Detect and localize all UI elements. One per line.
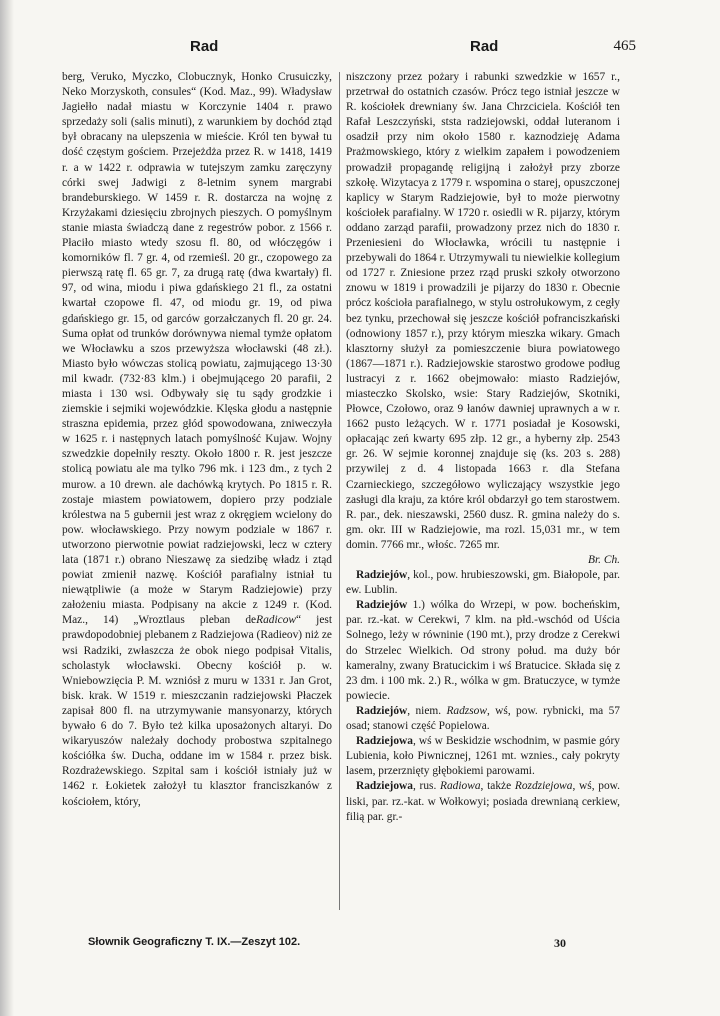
entry-radziejow-2 [346, 598, 620, 704]
footer-publication: Słownik Geograficzny T. IX.—Zeszyt 102. [88, 936, 301, 948]
footer-signature-number: 30 [554, 936, 566, 950]
entry-headword: Radziejowa [356, 735, 413, 748]
entry-variant-name: Rozdziejowa [514, 780, 573, 793]
page-footer [88, 936, 588, 954]
entry-text-mid: , także [480, 780, 515, 793]
column-divider [339, 72, 340, 910]
running-head-center: Rad [470, 38, 499, 55]
entry-headword: Radziejowa [356, 780, 413, 793]
right-continued-text [346, 70, 620, 568]
entry-german-name: Radzsow [446, 704, 487, 717]
entry-ruthenian-name: Radiowa [440, 780, 481, 793]
entry-headword: Radziejów [356, 704, 408, 717]
entry-radziejowa-1 [346, 734, 620, 779]
author-signature: Br. Ch. [588, 554, 620, 566]
running-head-left: Rad [190, 38, 219, 55]
entry-headword: Radziejów [356, 599, 408, 612]
entry-text: , wś, pow. rybnicki, ma 57 osad; stanowi część Popielowa. [346, 704, 620, 733]
right-column [346, 70, 620, 912]
entry-text-prefix: , rus. [412, 780, 441, 793]
left-paragraph-1: berg, Veruko, Myczko, Clobucznyk, Honko Crusuiczky, Neko Morzyskoth, consules“ (Kod. Maz., 99). Władysław Jagiełło nadał miastu w Korczynie 1404 r. prawo sprzedaży soli (salis minuti), z warunkiem by dochód ztąd był obracany na ulepszenia w mieście. Król ten bywał tu dość częstym gościem. Przejeżdża przez R. w 1418, 1419 r. a w 1422 r. odprawia w tutejszym zamku zaręczyny córki swej Jadwigi z 8-letnim synem margrabi brandeburskiego. W 1459 r. R. dostarcza na wojnę z Krzyżakami dziesięciu zbrojnych pieszych. O pomyślnym stanie miasta świadczą dane z regestrów pobor. z 1566 r. Płaciło miasto wtedy szosu fl. 80, od włóczęgów i komorników fl. 7 gr. 4, od rzemieśl. 20 gr., czopowego za pierwszą ratę fl. 65 gr. 7, za drugą ratę (dwa kwartały) fl. 97, od wina, miodu i piwa gdańskiego 21 fl., za ostatni kwartał czopowe fl. 47, od miodu gr. 19, od piwa gdańskiego gr. 15, od garców gorzałczanych fl. 20 gr. 24. Suma opłat od trunków dorównywa niemal tymże opłatom we Włocławku a szos przewyższa włocławski (48 zł.). Miasto było wówczas stolicą powiatu, zajmującego 13·30 mil kwadr. (732·83 klm.) i obejmującego 20 parafii, 2 miasta i 130 wsi. Odbywały się tu sądy grodzkie i ziemskie i sejmiki wojewódzkie. Klęska głodu a następnie straszna epidemia, przez głód spowodowana, zniweczyła w 1625 r. i następnych latach pomyślność Kujaw. Wojny szwedzkie dopełniły reszty. Około 1800 r. R. jest jeszcze stolicą powiatu ale ma tylko 796 mk. i 123 dm., z tych 2 murow. a 10 drewn. ale dachówką krytych. Po 1815 r. R. zostaje miastem powiatowem, dopiero przy podziale królestwa na 5 gubernii jest wraz z okręgiem wcielony do pow. włocławskiego. Przy nowym podziale w 1867 r. utworzono pierwotnie powiat radziejowski, lecz w cztery lata (1871 r.) obrano Nieszawę za siedzibę władz i ztąd powiat zmienił nazwę. Kościół parafialny istniał tu niewątpliwie (a może w Starym Radziejowie) przy założeniu miasta. Podpisany na akcie z 1249 r. (Kod. Maz., 14) „Wroztlaus pleban de [62, 71, 332, 627]
running-head [60, 38, 636, 58]
entry-text: , kol., pow. hrubieszowski, gm. Białopole, par. ew. Lublin. [346, 569, 620, 597]
entry-text: , wś, pow. liski, par. rz.-kat. w Wołkowyi; posiada drewnianą cerkiew, filią par. gr.- [346, 780, 620, 823]
entry-headword: Radziejów [356, 569, 408, 582]
left-italic-radicow: Radicow [256, 614, 296, 627]
binding-shadow [0, 0, 14, 1016]
left-paragraph-1-rest: “ jest prawdopodobniej plebanem z Radziejowa (Radieov) niż ze wsi Radziki, zwłaszcza że obok niego podpisał Vitalis, scholastyk włocławski. Obecny kościół p. w. Wniebowzięcia P. M. wzniósł z muru w 1331 r. Jan Grot, bisk. krak. W 1519 r. mieszczanin radziejowski Płaczek zapisał 800 fl. na utrzymywanie mansyonarzy, których bywało 6 do 7. Było też kilka uposażonych altaryi. Do wikaryuszów należały dochody probostwa szpitalnego kościółka św. Ducha, oddane im w 1584 r. przez bisk. Rozdrażewskiego. Szpital sam i kościół istniały już w 1462 r. Łokietek założył tu klasztor franciszkanów z kościołem, który, [62, 614, 332, 808]
entry-text: 1.) wólka do Wrzepi, w pow. bocheńskim, par. rz.-kat. w Cerekwi, 7 klm. na płd.-wschód od Uścia Solnego, leży w równinie (190 mt.), przy drodze z Cerekwi do Strzelec Wielkich. Od strony połud. ma duży bór kameralny, zwany Bratucickim i wś Bratucice. Składa się z 23 dm. i 100 mk. 2.) R., wólka w gm. Bratuczyce, w tymże powiecie. [346, 599, 620, 702]
entry-radziejow-3 [346, 704, 620, 734]
page-number: 465 [613, 38, 636, 54]
left-column [62, 70, 332, 912]
entry-radziejowa-2 [346, 779, 620, 824]
entry-text: , wś w Beskidzie wschodnim, w pasmie góry Lubienia, koło Piwnicznej, 1261 mt. wznies., cały pokryty lasem, przerznięty głębokiemi parowami. [346, 735, 620, 778]
entry-text-prefix: , niem. [407, 704, 447, 717]
entry-radziejow-1 [346, 568, 620, 598]
left-column-text [62, 70, 332, 810]
right-paragraph-1: niszczony przez pożary i rabunki szwedzkie w 1657 r., przetrwał do ostatnich czasów. Prócz tego istniał jeszcze w R. kościołek drewniany św. Jana Chrzciciela. Kościół ten Rafał Leszczyński, ststa radziejowski, oddał luteranom i osadził przy nim około 1580 r. kaznodzieję Adama Prażmowskiego, który z wielkim zapałem i powodzeniem prowadził propagandę religijną i założył przy zborze szkołę. Wizytacya z 1779 r. wspomina o starej, opuszczonej kaplicy w Starym Radziejowie, był to może pierwotny kościołek parafialny. W 1720 r. osiedli w R. pijarzy, którym oddano zarząd parafii, prowadzony przez nich do 1830 r. Przeniesieni do Włocławka, wrócili tu następnie i przebywali do 1864 r. Utrzymywali tu niewielkie kollegium od 1727 r. Zniesione przez rząd pruski szkoły otworzono znowu w 1819 i prowadzili je pijarzy do 1830 r. Obecnie prócz kościoła parafialnego, w stylu ostrołukowym, z cegły bez tynku, przechował się jeszcze kościół pofranciszkański (odnowiony 1857 r.), przy którym mieszka wikary. Gmach klasztorny służył za pomieszczenie biura powiatowego (1867—1871 r.). Radziejowskie starostwo grodowe podług lustracyi z r. 1662 obejmowało: miasto Radziejów, miasteczko Skolsko, wsie: Stary Radziejów, Skotniki, Płowce, Czołowo, oraz 9 łanów dawniej uprawnych a w r. 1662 pusto leżących. W r. 1771 posiadał je Kosowski, opłacając zeń kwarty 695 złp. 12 gr., a hyberny złp. 2543 gr. 26. W sejmie koronnej znajduje się (ks. 203 s. 288) przywilej z d. 4 listopada 1663 r. dla Stefana Czarnieckiego, szczegółowo wyliczający wszystkie jego zasługi dla kraju, za które król obdarzył go tem starostwem. R. par., dek. nieszawski, 2560 dusz. R. gmina należy do s. gm. okr. III w Radziejowie, ma rozl. 15,031 mr., w tem domin. 7766 mr., włośc. 7265 mr. [346, 71, 620, 551]
